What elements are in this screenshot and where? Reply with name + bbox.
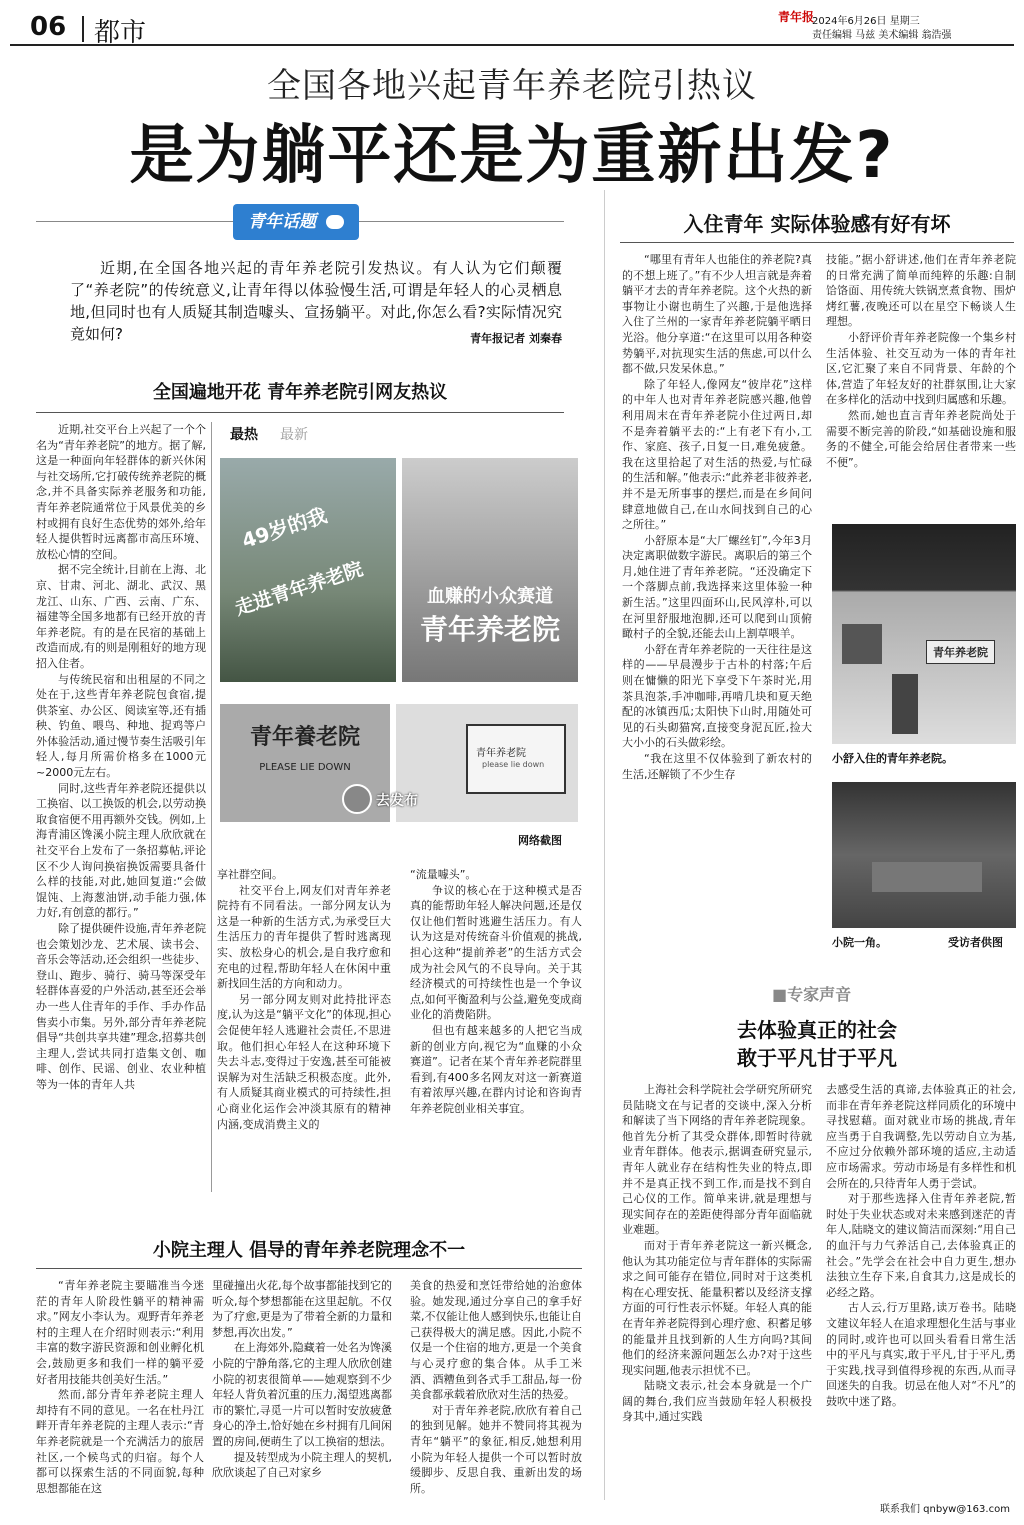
- expert-col1: [622, 1082, 812, 1425]
- paragraph: 社交平台上,网友们对青年养老院持有不同看法。一部分网友认为这是一种新的生活方式,为承受巨大生活压力的青年提供了暂时逃离现实、放松身心的机会,是自我疗愈和充电的过程,帮助年轻人在休闲中重新找回生活的方向和动力。: [217, 883, 391, 991]
- paragraph: 除了年轻人,像网友“彼岸花”这样的中年人也对青年养老院感兴趣,他曾利用周末在青年养老院小住过两日,却不是奔着躺平去的:“上有老下有小,工作、家庭、孩子,日复一日,难免疲惫。我在这里拾起了对生活的热爱,与忙碌的生活和解。”他表示:“此养老非彼养老,并不是无所事事的摆烂,而是在乡间问肆意地做自己,在山水间找到自己的心之所往。”: [622, 377, 812, 532]
- courtyard-photo: [832, 782, 1016, 928]
- section1-title: 全国遍地开花 青年养老院引网友热议: [152, 382, 448, 403]
- section3-title: 入住青年 实际体验感有好有坏: [683, 212, 951, 236]
- paragraph: 同时,这些青年养老院还提供以工换宿、以工换饭的机会,以劳动换取食宿便不用再额外交钱。例如,上海青浦区馋溪小院主理人欣欣就在社交平台上发布了一条招募帖,评论区不少人询问换宿换饭需要具备什么样的技能,对此,她回复道:“会做馄饨、上海葱油饼,动手能力强,体力好,有创意的都行。”: [36, 781, 206, 920]
- section2-col1: [36, 1278, 204, 1496]
- post-image-3-text-a: 青年養老院: [249, 724, 360, 750]
- expert-tag: ■专家声音: [766, 982, 857, 1005]
- section2-col2: [212, 1278, 392, 1481]
- section1-col3: [410, 867, 582, 1117]
- paragraph: 而对于青年养老院这一新兴概念,他认为其功能定位与青年群体的实际需求之间可能存在错位,同时对于这类机构在心理安抚、能量积蓄以及经济支撑方面的可行性表示怀疑。年轻人真的能在青年养老院得到心理疗愈、积蓄足够的能量并且找到新的人生方向吗?其间他们的经济来源问题怎么办?对于这些现实问题,他表示担忧不已。: [622, 1238, 812, 1377]
- paragraph: 上海社会科学院社会学研究所研究员陆晓文在与记者的交谈中,深入分析和解读了当下网络的青年养老院现象。他首先分析了其受众群体,即暂时待就业青年群体。他表示,据调查研究显示,青年人就业存在结构性失业的特点,即并不是真正找不到工作,而是找不到自己心仪的工作。简单来讲,就是理想与现实间存在的差距使得部分青年面临就业难题。: [622, 1083, 812, 1237]
- topic-tag-label: 青年话题: [248, 212, 317, 232]
- paragraph: 然而,她也直言青年养老院尚处于需要不断完善的阶段,“如基础设施和服务的不健全,可能会给居住者带来一些不便”。: [826, 408, 1016, 469]
- expert-title-1: 去体验真正的社会: [737, 1018, 897, 1042]
- screenshot-block: [218, 422, 580, 857]
- publish-button[interactable]: 去发布: [376, 793, 418, 809]
- youth-home-photo: [832, 524, 1016, 744]
- chat-bubble-icon: [326, 215, 344, 229]
- paragraph: 技能。”据小舒讲述,他们在青年养老院的日常充满了简单而纯粹的乐趣:自制饸饹面、用传统大铁锅烹煮食物、围炉烤红薯,夜晚还可以在星空下畅谈人生理想。: [826, 253, 1016, 329]
- headline-sub: 全国各地兴起青年养老院引热议: [267, 66, 757, 106]
- paragraph: 近期,社交平台上兴起了一个个名为“青年养老院”的地方。据了解,这是一种面向年轻群体的新兴休闲与社交场所,它打破传统养老院的概念,并不具备实际养老服务和功能,青年养老院通常位于风景优美的乡村或拥有良好生态优势的郊外,给年轻人提供暂时远离都市高压环境、放松心情的空间。: [36, 423, 206, 561]
- paragraph: 对于青年养老院,欣欣有着自己的独到见解。她并不赞同将其视为青年“躺平”的象征,相反,她想利用小院为年轻人提供一个可以暂时放缓脚步、反思自我、重新出发的场所。: [410, 1403, 582, 1495]
- photo-credit: 受访者供图: [948, 936, 1003, 949]
- section3-col2: [826, 252, 1016, 470]
- paragraph: 另一部分网友则对此持批评态度,认为这是“躺平文化”的体现,担心会促使年轻人逃避社会责任,不思进取。他们担心年轻人在这种环境下失去斗志,变得过于安逸,甚至可能被误解为对生活缺乏积极态度。此外,有人质疑其商业模式的可持续性,担心商业化运作会冲淡其原有的精神内涵,变成消费主义的: [217, 992, 391, 1131]
- headline-main: 是为躺平还是为重新出发?: [129, 119, 895, 193]
- paragraph: “流量噱头”。: [410, 868, 477, 881]
- paragraph: 据不完全统计,目前在上海、北京、甘肃、河北、湖北、武汉、黑龙江、山东、广西、云南、广东、福建等全国多地都有已经开放的青年养老院。有的是在民宿的基础上改造而成,有的则是刚租好的地方现招入住者。: [36, 563, 206, 670]
- issue-date: 2024年6月26日 星期三: [812, 16, 920, 27]
- post-image-4-text-a: 青年养老院: [476, 748, 526, 759]
- editor-credits: 责任编辑 马兹 美术编辑 翁浩强: [812, 30, 952, 41]
- paragraph: “青年养老院主要瞄准当今迷茫的青年人阶段性躺平的精神需求。”网友小李认为。观野青年养老村的主理人在介绍时则表示:“利用丰富的数字游民资源和创业孵化机会,鼓励更多和我们一样的躺平爱好者用技能共创美好生活。”: [36, 1279, 204, 1386]
- page-number: 06: [30, 12, 67, 42]
- section3-rule: [620, 242, 1014, 243]
- post-image-1-text-b: 走进青年养老院: [232, 557, 366, 620]
- paragraph: 提及转型成为小院主理人的契机,欣欣谈起了自己对家乡: [212, 1450, 392, 1480]
- paragraph: 小舒在青年养老院的一天往往是这样的——早晨漫步于古朴的村落;午后则在慵懒的阳光下享受下午茶时光,用茶具泡茶,手冲咖啡,再啃几块和夏天绝配的冰镇西瓜;太阳快下山时,用随处可见的石头砌猫窝,直接变身泥瓦匠,捡大大小小的石头做彩绘。: [622, 642, 812, 750]
- topic-tag: [233, 204, 359, 240]
- paragraph: 但也有越来越多的人把它当成新的创业方向,视它为“血赚的小众赛道”。记者在某个青年养老院群里看到,有400多名网友对这一新赛道有着浓厚兴趣,在群内讨论和咨询青年养老院创业相关事宜。: [410, 1023, 582, 1115]
- avatar: [342, 784, 372, 814]
- section-divider: [82, 16, 84, 42]
- paragraph: 争议的核心在于这种模式是否真的能帮助年轻人解决问题,还是仅仅让他们暂时逃避生活压力。有人认为这是对传统奋斗价值观的挑战,担心这种“提前养老”的生活方式会成为社会风气的不良导向。关于其经济模式的可持续性也是一个争议点,如何平衡盈利与公益,避免变成商业化的消费陷阱。: [410, 883, 582, 1022]
- paragraph: 对于那些选择入住青年养老院,暂时处于失业状态或对未来感到迷茫的青年人,陆晓文的建议简洁而深刻:“用自己的血汗与力气养活自己,去体验真正的社会。”先学会在社会中自力更生,想办法独立生存下来,自食其力,这是成长的必经之路。: [826, 1192, 1016, 1299]
- paragraph: 小舒原本是“大厂螺丝钉”,今年3月决定离职做数字游民。离职后的第三个月,她住进了青年养老院。“还没确定下一个落脚点前,我选择来这里体验一种新生活。”这里四面环山,民风淳朴,可以在河里舒服地泡脚,还可以爬到山顶俯瞰村子的全貌,还能去山上割草喂羊。: [622, 533, 812, 641]
- section1-col1: [36, 422, 206, 1093]
- expert-title-2: 敢于平凡甘于平凡: [737, 1046, 897, 1070]
- paragraph: 享社群空间。: [217, 868, 283, 881]
- paragraph: 然而,部分青年养老院主理人却持有不同的意见。一名在杜丹江畔开青年养老院的主理人表示:“青年养老院就是一个充满活力的旅居社区,一个候鸟式的归宿。每个人都可以探索生活的不同面貌,每种思想都能在这: [36, 1388, 204, 1495]
- paragraph: 在上海郊外,隐藏着一处名为馋溪小院的宁静角落,它的主理人欣欣创建小院的初衷很简单——她观察到不少年轻人背负着沉重的压力,渴望逃离都市的繁忙,寻觅一片可以暂时安放疲惫身心的净土,恰好她在乡村拥有几间闲置的房间,便萌生了以工换宿的想法。: [212, 1341, 392, 1448]
- post-image-3-text-b: PLEASE LIE DOWN: [259, 762, 351, 773]
- intro-text: 近期,在全国各地兴起的青年养老院引发热议。有人认为它们颠覆了“养老院”的传统意义,让青年得以体验慢生活,可谓是年轻人的心灵栖息地,但同时也有人质疑其制造噱头、宣扬躺平。对此,你怎么看?实际情况究竟如何?: [70, 259, 562, 343]
- post-image-4-text-b: please lie down: [482, 760, 545, 769]
- tab-hot[interactable]: 最热: [230, 427, 258, 443]
- house-door: [892, 674, 918, 734]
- main-column-divider: [604, 190, 605, 1500]
- paragraph: 除了提供硬件设施,青年养老院也会策划沙龙、艺术展、读书会、音乐会等活动,还会组织一些徒步、登山、跑步、骑行、骑马等深受年轻群体喜爱的户外活动,甚至还会举办一些人住青年的手作、手办作品售卖小市集。另外,部分青年养老院倡导“共创共享共建”理念,招募共创主理人,尝试共同打造集文创、咖啡、创作、民谣、创业、农业种植等为一体的青年人共: [36, 922, 206, 1091]
- paragraph: 与传统民宿和出租屋的不同之处在于,这些青年养老院包食宿,提供茶室、办公区、阅读室等,还有插秧、钓鱼、喂鸟、种地、捉鸡等户外体验活动,通过慢节奏生活吸引年轻人,每月所需价格多在1000元~2000元左右。: [36, 672, 206, 780]
- paragraph: 美食的热爱和烹饪带给她的治愈体验。她发现,通过分享自己的拿手好菜,不仅能让他人感到快乐,也能让自己获得极大的满足感。因此,小院不仅是一个住宿的地方,更是一个美食与心灵疗愈的集合体。从手工米酒、酒糟鱼到各式手工甜品,每一份美食都承载着欣欣对生活的热爱。: [410, 1279, 582, 1402]
- section1-col2: [211, 867, 391, 1132]
- youth-home-photo-caption: 小舒入住的青年养老院。: [832, 752, 953, 765]
- section2-rule: [36, 1268, 582, 1269]
- paragraph: 陆晓文表示,社会本身就是一个广阔的舞台,我们应当鼓励年轻人积极投身其中,通过实践: [622, 1379, 812, 1424]
- post-image-2-text-a: 血赚的小众赛道: [427, 586, 553, 607]
- house-window: [842, 624, 882, 664]
- post-image-1[interactable]: [220, 458, 396, 682]
- section3-col1: [622, 252, 812, 782]
- section2-title: 小院主理人 倡导的青年养老院理念不一: [152, 1240, 466, 1261]
- footer-contact: 联系我们 qnbyw@163.com: [880, 1504, 1010, 1515]
- courtyard-photo-caption: 小院一角。: [832, 936, 887, 949]
- expert-col2: [826, 1082, 1016, 1409]
- paragraph: 里碰撞出火花,每个故事都能找到它的听众,每个梦想都能在这里起航。不仅为了疗愈,更是为了带着全新的力量和梦想,再次出发。”: [212, 1279, 392, 1339]
- paragraph: “哪里有青年人也能住的养老院?真的不想上班了。”有不少人坦言就是奔着躺平才去的青年养老院。这个火热的新事物让小谢也萌生了兴趣,于是他选择入住了兰州的一家青年养老院躺平晒日光浴。他分享道:“在这里可以用各种姿势躺平,对抗现实生活的焦虑,可以什么都不做,只发呆休息。”: [622, 253, 812, 376]
- paragraph: 去感受生活的真谛,去体验真正的社会,而非在青年养老院这样同质化的环境中寻找慰藉。面对就业市场的挑战,青年应当勇于自我调整,先以劳动自立为基,不应过分依赖外部环境的适应,主动适应市场需求。劳动市场是有多样性和机会所在的,只待青年人勇于尝试。: [826, 1083, 1016, 1190]
- section-name: 都市: [94, 18, 147, 48]
- tab-new[interactable]: 最新: [280, 427, 308, 443]
- monitor-screen: [466, 724, 566, 794]
- paragraph: “我在这里不仅体验到了新农村的生活,还解锁了不少生存: [622, 752, 812, 781]
- home-signboard: 青年养老院: [926, 640, 995, 664]
- paragraph: 古人云,行万里路,读万卷书。陆晓文建议年轻人在追求理想化生活与事业的同时,或许也可以回头看看日常生活中的平凡与真实,敢于平凡,甘于平凡,勇于实践,找寻到值得珍视的东西,从而寻回迷失的自我。切忌在他人对“不凡”的鼓吹中迷了路。: [826, 1301, 1016, 1408]
- byline: 青年报记者 刘秦春: [470, 332, 562, 345]
- post-image-2-text-b: 青年养老院: [419, 613, 560, 646]
- screenshot-credit: 网络截图: [518, 834, 562, 847]
- paragraph: 小舒评价青年养老院像一个集乡村生活体验、社交互动为一体的青年社区,它汇聚了来自不同背景、年龄的个体,营造了年轻友好的社群氛围,让大家在多样化的活动中找到归属感和乐趣。: [826, 330, 1016, 407]
- section2-col3: [410, 1278, 582, 1496]
- courtyard-table: [872, 862, 982, 892]
- post-image-4[interactable]: [396, 704, 578, 822]
- page-header: [10, 8, 1014, 46]
- newspaper-logo: 青年报: [778, 10, 815, 24]
- section1-rule: [36, 412, 564, 413]
- post-image-2[interactable]: [402, 458, 578, 682]
- post-image-1-text-a: 49岁的我: [238, 502, 330, 553]
